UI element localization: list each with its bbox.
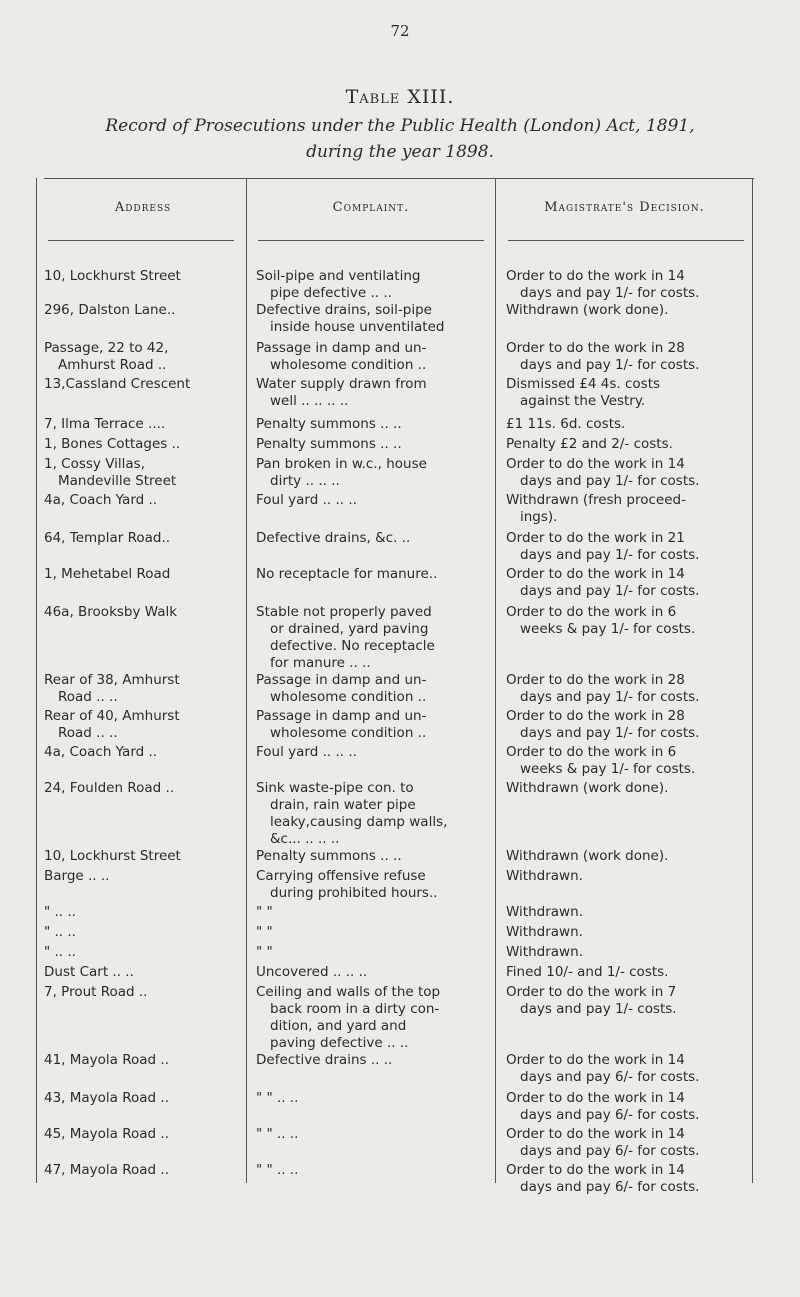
cell-line: dition, and yard and <box>270 1018 407 1034</box>
cell-line: leaky,causing damp walls, <box>270 814 448 830</box>
cell-line: days and pay 1/- for costs. <box>520 689 700 705</box>
cell-line: Order to do the work in 14 <box>506 456 685 472</box>
cell-line: Withdrawn (work done). <box>506 302 669 318</box>
address-cell <box>44 530 239 547</box>
decision-cell <box>506 268 742 302</box>
cell-line: Order to do the work in 14 <box>506 1052 685 1068</box>
decision-cell <box>506 376 742 410</box>
cell-line: 10, Lockhurst Street <box>44 268 181 284</box>
decision-cell <box>506 904 742 921</box>
cell-line: £1 11s. 6d. costs. <box>506 416 626 432</box>
address-cell <box>44 456 239 490</box>
cell-line: pipe defective .. .. <box>270 285 392 301</box>
complaint-cell <box>256 1162 488 1179</box>
cell-line: days and pay 6/- for costs. <box>520 1107 700 1123</box>
cell-line: Order to do the work in 28 <box>506 672 685 688</box>
complaint-cell <box>256 848 488 865</box>
cell-line: ings). <box>520 509 558 525</box>
cell-line: Carrying offensive refuse <box>256 868 426 884</box>
address-cell <box>44 848 239 865</box>
cell-line: days and pay 1/- for costs. <box>520 725 700 741</box>
address-cell <box>44 604 239 621</box>
cell-line: 24, Foulden Road .. <box>44 780 175 796</box>
decision-cell <box>506 848 742 865</box>
decision-cell <box>506 436 742 453</box>
complaint-cell <box>256 868 488 902</box>
cell-line: Order to do the work in 7 <box>506 984 677 1000</box>
cell-line: Penalty £2 and 2/- costs. <box>506 436 673 452</box>
column-header-decision: Magistrate's Decision. <box>544 200 705 215</box>
cell-line: Dismissed £4 4s. costs <box>506 376 661 392</box>
cell-line: days and pay 1/- for costs. <box>520 583 700 599</box>
cell-line: Water supply drawn from <box>256 376 427 392</box>
cell-line: Order to do the work in 14 <box>506 566 685 582</box>
column-header-address: Address <box>114 200 172 215</box>
cell-line: weeks & pay 1/- for costs. <box>520 761 696 777</box>
cell-line: Penalty summons .. .. <box>256 436 402 452</box>
cell-line: Withdrawn (work done). <box>506 780 669 796</box>
decision-cell <box>506 868 742 885</box>
table-title: Table XIII. <box>345 86 455 108</box>
cell-line: 1, Mehetabel Road <box>44 566 171 582</box>
decision-cell <box>506 456 742 490</box>
table-left-border <box>36 178 37 1183</box>
complaint-cell <box>256 604 488 672</box>
cell-line: 13,Cassland Crescent <box>44 376 191 392</box>
cell-line: Rear of 40, Amhurst <box>44 708 180 724</box>
cell-line: days and pay 1/- for costs. <box>520 357 700 373</box>
column-header-complaint: Complaint. <box>332 200 410 215</box>
cell-line: days and pay 6/- for costs. <box>520 1069 700 1085</box>
cell-line: Rear of 38, Amhurst <box>44 672 180 688</box>
cell-line: wholesome condition .. <box>270 725 427 741</box>
cell-line: Passage, 22 to 42, <box>44 340 169 356</box>
decision-cell <box>506 1126 742 1160</box>
cell-line: Stable not properly paved <box>256 604 432 620</box>
address-cell <box>44 1126 239 1143</box>
cell-line: days and pay 1/- for costs. <box>520 547 700 563</box>
complaint-cell <box>256 530 488 547</box>
cell-line: days and pay 1/- for costs. <box>520 285 700 301</box>
cell-line: Defective drains, &c. .. <box>256 530 411 546</box>
cell-line: 296, Dalston Lane.. <box>44 302 176 318</box>
cell-line: Mandeville Street <box>58 473 177 489</box>
cell-line: Order to do the work in 6 <box>506 744 677 760</box>
cell-line: 46a, Brooksby Walk <box>44 604 178 620</box>
header-underline-1 <box>48 240 234 241</box>
cell-line: No receptacle for manure.. <box>256 566 438 582</box>
address-cell <box>44 672 239 706</box>
decision-cell <box>506 984 742 1018</box>
cell-line: Order to do the work in 14 <box>506 1162 685 1178</box>
address-cell <box>44 1052 239 1069</box>
page-number: 72 <box>390 22 410 40</box>
cell-line: days and pay 6/- for costs. <box>520 1143 700 1159</box>
decision-cell <box>506 744 742 778</box>
cell-line: 43, Mayola Road .. <box>44 1090 169 1106</box>
complaint-cell <box>256 984 488 1052</box>
complaint-cell <box>256 416 488 433</box>
cell-line: Penalty summons .. .. <box>256 848 402 864</box>
table-subtitle-line1: Record of Prosecutions under the Public Health (London) Act, 1891, <box>105 116 695 136</box>
cell-line: &c... .. .. .. <box>270 831 340 847</box>
decision-cell <box>506 340 742 374</box>
address-cell <box>44 376 239 393</box>
cell-line: " " .. .. <box>256 1126 299 1142</box>
cell-line: Barge .. .. <box>44 868 110 884</box>
decision-cell <box>506 672 742 706</box>
decision-cell <box>506 604 742 638</box>
cell-line: " .. .. <box>44 904 76 920</box>
cell-line: 7, Prout Road .. <box>44 984 148 1000</box>
cell-line: " " <box>256 904 273 920</box>
cell-line: 47, Mayola Road .. <box>44 1162 169 1178</box>
decision-cell <box>506 944 742 961</box>
cell-line: Amhurst Road .. <box>58 357 167 373</box>
cell-line: dirty .. .. .. <box>270 473 340 489</box>
decision-cell <box>506 302 742 319</box>
cell-line: Withdrawn (work done). <box>506 848 669 864</box>
address-cell <box>44 436 239 453</box>
cell-line: Passage in damp and un- <box>256 708 427 724</box>
address-cell <box>44 868 239 885</box>
cell-line: 41, Mayola Road .. <box>44 1052 169 1068</box>
address-cell <box>44 416 239 433</box>
cell-line: during prohibited hours.. <box>270 885 438 901</box>
table-top-rule <box>44 178 754 179</box>
cell-line: 1, Cossy Villas, <box>44 456 145 472</box>
complaint-cell <box>256 780 488 848</box>
header-underline-2 <box>258 240 484 241</box>
cell-line: Foul yard .. .. .. <box>256 492 357 508</box>
address-cell <box>44 744 239 761</box>
cell-line: Dust Cart .. .. <box>44 964 134 980</box>
cell-line: 4a, Coach Yard .. <box>44 744 158 760</box>
cell-line: Ceiling and walls of the top <box>256 984 441 1000</box>
cell-line: Uncovered .. .. .. <box>256 964 368 980</box>
cell-line: wholesome condition .. <box>270 689 427 705</box>
cell-line: Road .. .. <box>58 689 118 705</box>
cell-line: 4a, Coach Yard .. <box>44 492 158 508</box>
cell-line: Order to do the work in 28 <box>506 708 685 724</box>
cell-line: 45, Mayola Road .. <box>44 1126 169 1142</box>
cell-line: " " .. .. <box>256 1162 299 1178</box>
cell-line: Passage in damp and un- <box>256 672 427 688</box>
cell-line: Withdrawn. <box>506 904 583 920</box>
cell-line: Withdrawn. <box>506 944 583 960</box>
complaint-cell <box>256 456 488 490</box>
decision-cell <box>506 492 742 526</box>
address-cell <box>44 924 239 941</box>
decision-cell <box>506 708 742 742</box>
cell-line: Withdrawn (fresh proceed- <box>506 492 686 508</box>
complaint-cell <box>256 268 488 302</box>
complaint-cell <box>256 1052 488 1069</box>
address-cell <box>44 708 239 742</box>
cell-line: days and pay 6/- for costs. <box>520 1179 700 1195</box>
cell-line: 64, Templar Road.. <box>44 530 171 546</box>
complaint-cell <box>256 924 488 941</box>
address-cell <box>44 964 239 981</box>
complaint-cell <box>256 492 488 509</box>
address-cell <box>44 492 239 509</box>
cell-line: Road .. .. <box>58 725 118 741</box>
complaint-cell <box>256 904 488 921</box>
address-cell <box>44 302 239 319</box>
cell-line: weeks & pay 1/- for costs. <box>520 621 696 637</box>
cell-line: back room in a dirty con- <box>270 1001 440 1017</box>
cell-line: Defective drains, soil-pipe <box>256 302 432 318</box>
address-cell <box>44 340 239 374</box>
address-cell <box>44 1162 239 1179</box>
decision-cell <box>506 780 742 797</box>
cell-line: Order to do the work in 14 <box>506 268 685 284</box>
cell-line: " " <box>256 924 273 940</box>
cell-line: drain, rain water pipe <box>270 797 416 813</box>
cell-line: 10, Lockhurst Street <box>44 848 181 864</box>
complaint-cell <box>256 376 488 410</box>
complaint-cell <box>256 1126 488 1143</box>
cell-line: " " <box>256 944 273 960</box>
cell-line: Sink waste-pipe con. to <box>256 780 414 796</box>
cell-line: Withdrawn. <box>506 868 583 884</box>
cell-line: days and pay 1/- costs. <box>520 1001 677 1017</box>
cell-line: Order to do the work in 14 <box>506 1090 685 1106</box>
cell-line: Pan broken in w.c., house <box>256 456 427 472</box>
complaint-cell <box>256 744 488 761</box>
cell-line: " .. .. <box>44 924 76 940</box>
decision-cell <box>506 566 742 600</box>
address-cell <box>44 904 239 921</box>
cell-line: Fined 10/- and 1/- costs. <box>506 964 669 980</box>
cell-line: Order to do the work in 6 <box>506 604 677 620</box>
column-divider-1 <box>246 178 247 1183</box>
decision-cell <box>506 416 742 433</box>
complaint-cell <box>256 1090 488 1107</box>
complaint-cell <box>256 708 488 742</box>
decision-cell <box>506 1090 742 1124</box>
complaint-cell <box>256 672 488 706</box>
cell-line: Order to do the work in 14 <box>506 1126 685 1142</box>
complaint-cell <box>256 436 488 453</box>
cell-line: Order to do the work in 28 <box>506 340 685 356</box>
cell-line: Withdrawn. <box>506 924 583 940</box>
cell-line: Passage in damp and un- <box>256 340 427 356</box>
cell-line: Soil-pipe and ventilating <box>256 268 421 284</box>
cell-line: defective. No receptacle <box>270 638 435 654</box>
table-subtitle-line2: during the year 1898. <box>306 142 494 162</box>
cell-line: paving defective .. .. <box>270 1035 409 1051</box>
cell-line: Order to do the work in 21 <box>506 530 685 546</box>
table-right-border <box>752 178 753 1183</box>
cell-line: 7, Ilma Terrace .... <box>44 416 166 432</box>
column-divider-2 <box>495 178 496 1183</box>
address-cell <box>44 1090 239 1107</box>
cell-line: 1, Bones Cottages .. <box>44 436 181 452</box>
cell-line: Foul yard .. .. .. <box>256 744 357 760</box>
address-cell <box>44 780 239 797</box>
cell-line: for manure .. .. <box>270 655 371 671</box>
cell-line: or drained, yard paving <box>270 621 429 637</box>
cell-line: days and pay 1/- for costs. <box>520 473 700 489</box>
decision-cell <box>506 964 742 981</box>
address-cell <box>44 984 239 1001</box>
complaint-cell <box>256 566 488 583</box>
decision-cell <box>506 924 742 941</box>
decision-cell <box>506 530 742 564</box>
address-cell <box>44 566 239 583</box>
cell-line: against the Vestry. <box>520 393 646 409</box>
header-underline-3 <box>508 240 744 241</box>
cell-line: Defective drains .. .. <box>256 1052 393 1068</box>
cell-line: inside house unventilated <box>270 319 445 335</box>
cell-line: wholesome condition .. <box>270 357 427 373</box>
complaint-cell <box>256 340 488 374</box>
address-cell <box>44 944 239 961</box>
complaint-cell <box>256 944 488 961</box>
cell-line: well .. .. .. .. <box>270 393 349 409</box>
cell-line: Penalty summons .. .. <box>256 416 402 432</box>
address-cell <box>44 268 239 285</box>
cell-line: " .. .. <box>44 944 76 960</box>
complaint-cell <box>256 964 488 981</box>
decision-cell <box>506 1052 742 1086</box>
complaint-cell <box>256 302 488 336</box>
decision-cell <box>506 1162 742 1196</box>
cell-line: " " .. .. <box>256 1090 299 1106</box>
